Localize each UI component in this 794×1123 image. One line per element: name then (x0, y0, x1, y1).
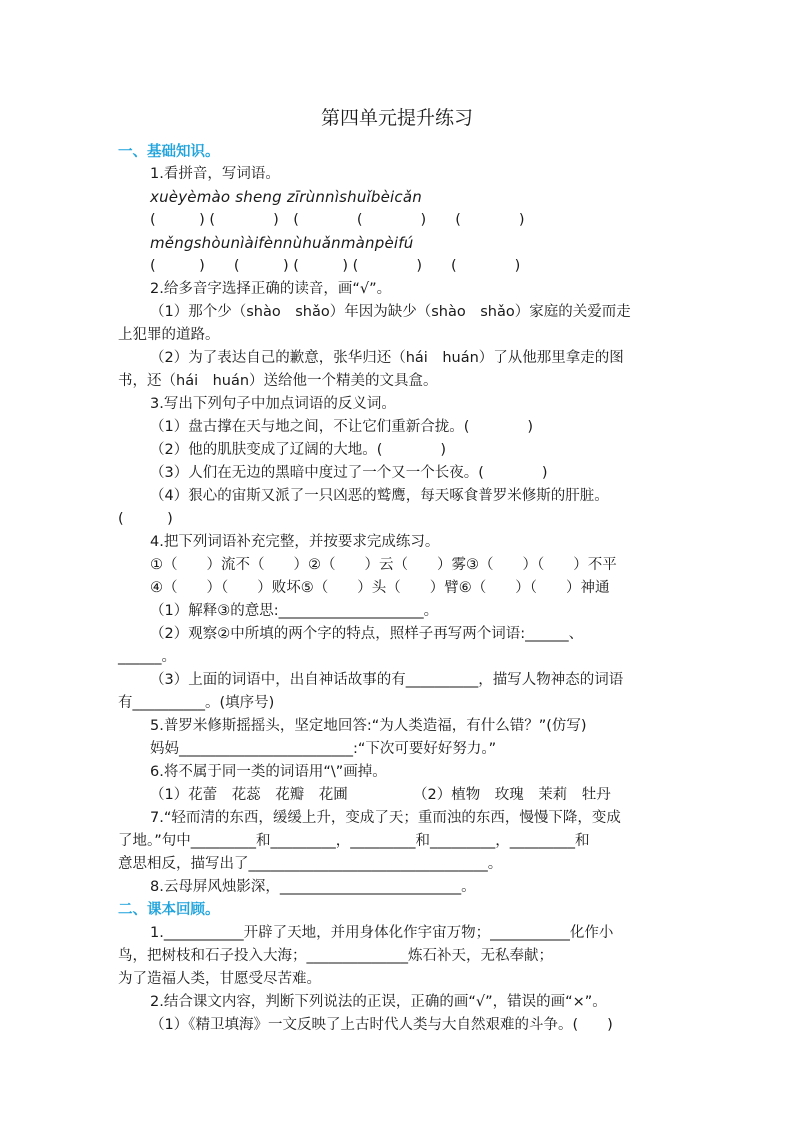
q2-stem: 2.给多音字选择正确的读音，画“√”。 (150, 281, 392, 297)
p2-item1[interactable]: （1）《精卫填海》一文反映了上古时代人类与大自然艰难的斗争。( ) (150, 1017, 613, 1033)
page-title: 第四单元提升练习 (320, 107, 473, 129)
p1-line2[interactable]: 鸟，把树枝和石子投入大海；______________炼石补天，无私奉献； (118, 948, 553, 964)
q2-sentence1-line2: 上犯罪的道路。 (118, 327, 220, 343)
q1-pinyin-row2: měngshòunìàifènnùhuǎnmànpèifú (150, 234, 414, 252)
q5-answer[interactable]: 妈妈________________________:“下次可要好好努力。” (150, 741, 497, 757)
q1-blanks-row2[interactable]: ( ) ( ) ( ) ( ) ( ) (150, 258, 521, 274)
q3-item4-line1: （4）狠心的宙斯又派了一只凶恶的鹫鹰，每天啄食普罗米修斯的肝脏。 (150, 488, 609, 504)
q2-sentence2-line1: （2）为了表达自己的歉意，张华归还（hái huán）了从他那里拿走的图 (150, 350, 624, 366)
q4-idioms-row1[interactable]: ①（ ）流不（ ）②（ ）云（ ）雾③（ ）（ ）不平 (150, 557, 617, 573)
q2-sentence2-line2: 书，还（hái huán）送给他一个精美的文具盒。 (118, 373, 438, 389)
q1-blanks-row1[interactable]: ( ) ( ) ( ( ) ( ) (150, 212, 525, 228)
q4-sub2-line1[interactable]: （2）观察②中所填的两个字的特点，照样子再写两个词语:______、 (150, 626, 584, 642)
q3-item2[interactable]: （2）他的肌肤变成了辽阔的大地。( ) (150, 442, 447, 458)
q4-sub3-line1[interactable]: （3）上面的词语中，出自神话故事的有__________，描写人物神态的词语 (150, 672, 624, 688)
p2-stem: 2.结合课文内容，判断下列说法的正误，正确的画“√”，错误的画“×”。 (150, 994, 607, 1010)
q3-item1[interactable]: （1）盘古撑在天与地之间，不让它们重新合拢。( ) (150, 419, 534, 435)
q4-stem: 4.把下列词语补充完整，并按要求完成练习。 (150, 534, 440, 550)
q3-item3[interactable]: （3）人们在无边的黑暗中度过了一个又一个长夜。( ) (150, 465, 548, 481)
q8-stem[interactable]: 8.云母屏风烛影深，_________________________。 (150, 879, 476, 895)
q6-stem: 6.将不属于同一类的词语用“\”画掉。 (150, 764, 387, 780)
p1-line3: 为了造福人类，甘愿受尽苦难。 (118, 971, 321, 987)
q2-sentence1-line1: （1）那个少（shào shǎo）年因为缺少（shào shǎo）家庭的关爱而走 (150, 304, 631, 320)
q7-line2[interactable]: 了地。”句中_________和_________，_________和_________，_________和 (118, 833, 590, 849)
q6-word-groups[interactable]: （1）花蕾 花蕊 花瓣 花圃 （2）植物 玫瑰 茉莉 牡丹 (150, 787, 611, 803)
q4-sub2-line2[interactable]: ______。 (118, 649, 176, 665)
section-heading-review: 二、课本回顾。 (118, 902, 220, 918)
q3-stem: 3.写出下列句子中加点词语的反义词。 (150, 396, 396, 412)
q5-stem: 5.普罗米修斯摇摇头，坚定地回答:“为人类造福，有什么错？”(仿写) (150, 718, 587, 734)
q7-line1: 7.“轻而清的东西，缓缓上升，变成了天；重而浊的东西，慢慢下降，变成 (150, 810, 621, 826)
q1-pinyin-row1: xuèyèmào sheng zīrùnnìshuǐbèicǎn (150, 188, 422, 206)
q4-sub1[interactable]: （1）解释③的意思:____________________。 (150, 603, 439, 619)
q4-sub3-line2[interactable]: 有__________。(填序号) (118, 695, 275, 711)
section-heading-basics: 一、基础知识。 (118, 144, 220, 160)
q7-line3[interactable]: 意思相反，描写出了_________________________________。 (118, 856, 503, 872)
q3-item4-answer[interactable]: ( ) (118, 511, 173, 527)
p1-line1[interactable]: 1.___________开辟了天地，并用身体化作宇宙万物；___________化作小 (150, 925, 614, 941)
q1-stem: 1.看拼音，写词语。 (150, 166, 280, 182)
q4-idioms-row2[interactable]: ④（ ）（ ）败坏⑤（ ）头（ ）臂⑥（ ）（ ）神通 (150, 580, 610, 596)
